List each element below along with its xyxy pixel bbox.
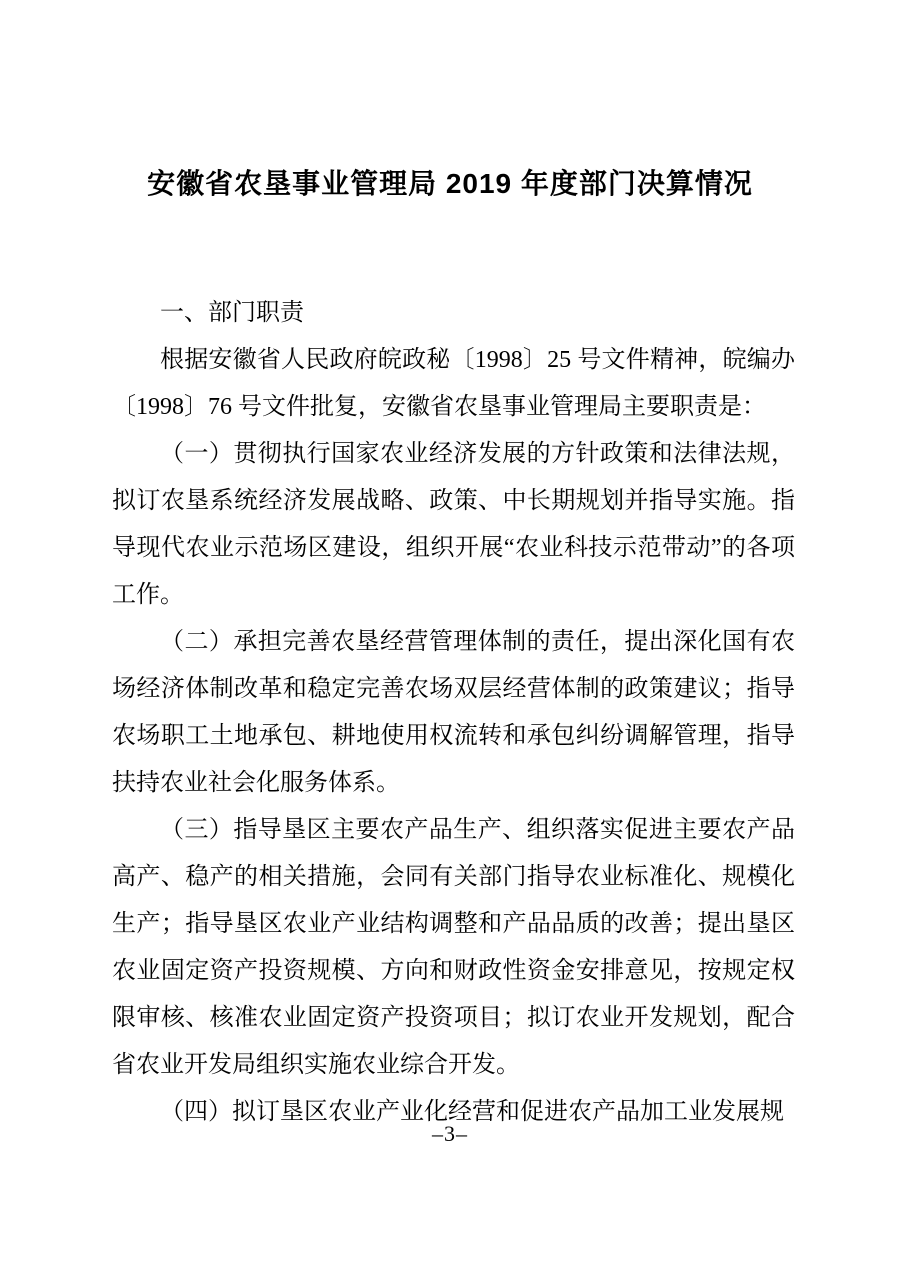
paragraph-duty-2: （二）承担完善农垦经营管理体制的责任，提出深化国有农场经济体制改革和稳定完善农场双层经营体制的政策建议；指导农场职工土地承包、耕地使用权流转和承包纠纷调解管理，指导扶持农业社会化服务体系。	[112, 629, 795, 796]
paragraph-duty-4-partial: （四）拟订垦区农业产业化经营和促进农产品加工业发展规	[160, 1099, 784, 1125]
paragraph-duty-3: （三）指导垦区主要农产品生产、组织落实促进主要农产品高产、稳产的相关措施，会同有关部门指导农业标准化、规模化生产；指导垦区农业产业结构调整和产品品质的改善；提出垦区农业固定资产投资规模、方向和财政性资金安排意见，按规定权限审核、核准农业固定资产投资项目；拟订农业开发规划，配合省农业开发局组织实施农业综合开发。	[112, 817, 795, 1078]
document-title: 安徽省农垦事业管理局 2019 年度部门决算情况	[147, 168, 753, 199]
paragraph-intro: 根据安徽省人民政府皖政秘〔1998〕25 号文件精神，皖编办〔1998〕76 号文件批复，安徽省农垦事业管理局主要职责是：	[112, 347, 795, 420]
document-body	[112, 290, 795, 1136]
paragraph-duty-1: （一）贯彻执行国家农业经济发展的方针政策和法律法规，拟订农垦系统经济发展战略、政策、中长期规划并指导实施。指导现代农业示范场区建设，组织开展“农业科技示范带动”的各项工作。	[112, 441, 795, 608]
section-heading: 一、部门职责	[160, 300, 304, 326]
page-number: –3–	[432, 1121, 468, 1146]
